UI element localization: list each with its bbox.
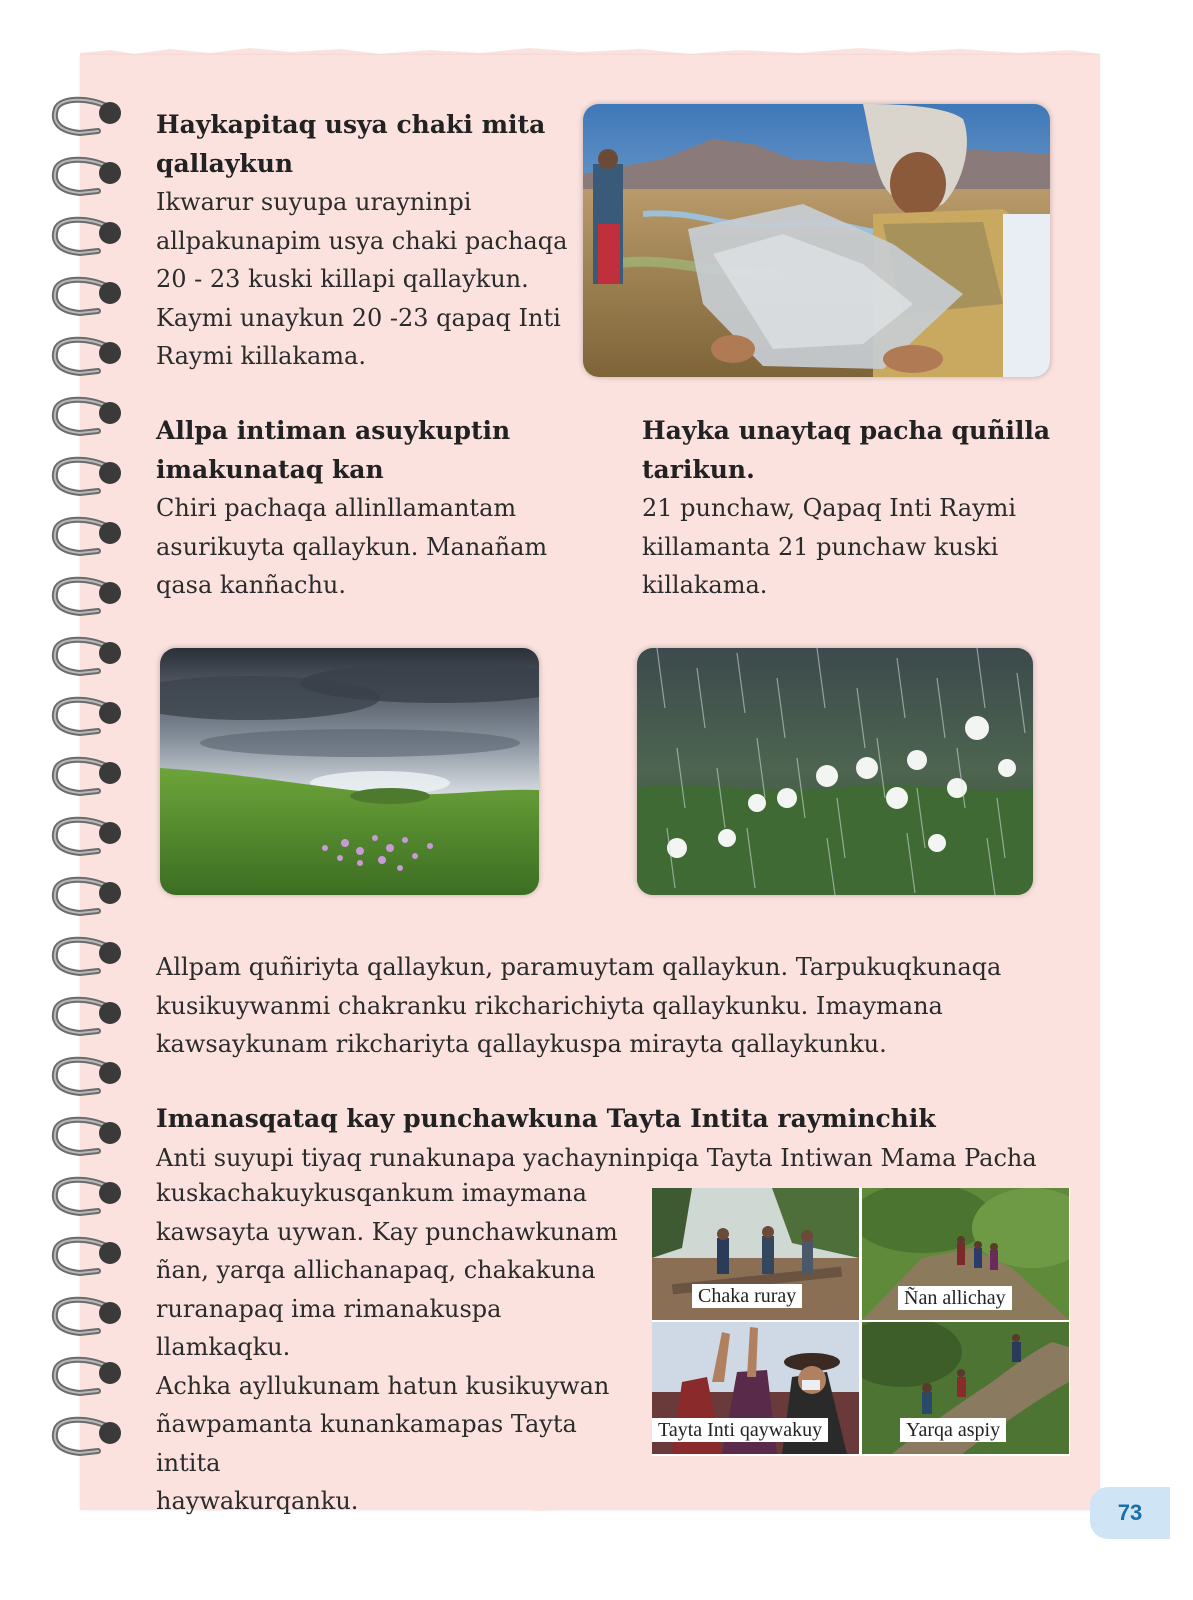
spiral-ring [50,575,130,619]
body-line: Ikwarur suyupa urayninpi [156,188,472,216]
body-line: Achka ayllukunam hatun kusikuywan [156,1371,610,1400]
caption-chaka-ruray: Chaka ruray [692,1284,802,1308]
body-line: ñan, yarqa allichanapaq, chakakuna [156,1256,596,1284]
spiral-ring [50,1415,130,1459]
body-line: haywakurqanku. [156,1487,359,1515]
spiral-ring [50,695,130,739]
body-line: kusikuywanmi chakranku rikcharichiyta qallaykunku. Imaymana [156,991,943,1020]
body-line: 21 punchaw, Qapaq Inti Raymi [642,494,1017,522]
body-line: kuskachakuykusqankum imaymana [156,1179,587,1207]
caption-nan-allichay: Ñan allichay [898,1286,1012,1310]
body-line: Allpam quñiriyta qallaykun, paramuytam qallaykun. Tarpukuqkunaqa [156,953,1002,981]
spiral-ring [50,935,130,979]
photo-collage [652,1188,1070,1456]
spiral-ring [50,275,130,319]
spiral-binding [50,95,130,1475]
page-number: 73 [1090,1487,1170,1539]
caption-tayta-inti-qaywakuy: Tayta Inti qaywakuy [652,1418,828,1442]
photo-cloudy-meadow [160,648,539,895]
spiral-ring [50,455,130,499]
section-tayta-inti-raymi [156,1100,1056,1177]
spiral-ring [50,1175,130,1219]
spiral-ring [50,215,130,259]
caption-yarqa-aspiy: Yarqa aspiy [900,1418,1006,1442]
section-heading: Imanasqataq kay punchawkuna Tayta Intita rayminchik [156,1104,936,1133]
spiral-ring [50,1295,130,1339]
photo-rain-flowers [637,648,1033,895]
body-line: Kaymi unaykun 20 -23 qapaq Inti [156,303,561,332]
section-pacha-qunilla [642,412,1072,605]
body-line: kawsayta uywan. Kay punchawkunam [156,1217,618,1246]
body-line: Raymi killakama. [156,342,366,370]
spiral-ring [50,335,130,379]
spiral-ring [50,995,130,1039]
section-allpa-intiman [156,412,596,605]
spiral-ring [50,815,130,859]
spiral-ring [50,1355,130,1399]
spiral-ring [50,635,130,679]
body-line: Anti suyupi tiyaq runakunapa yachayninpiqa Tayta Intiwan Mama Pacha [156,1143,1037,1172]
section-heading: Hayka unaytaq pacha quñilla tarikun. [642,416,1051,484]
section-tayta-inti-body [156,1174,636,1521]
spiral-ring [50,755,130,799]
body-line: killamanta 21 punchaw kuski [642,532,999,561]
section-heading: Haykapitaq usya chaki mita qallaykun [156,110,546,178]
section-heading: Allpa intiman asuykuptin imakunataq kan [156,416,511,484]
body-line: killakama. [642,571,768,599]
body-line: ñawpamanta kunankamapas Tayta intita [156,1410,577,1477]
spiral-ring [50,875,130,919]
section-usya-chaki [156,106,576,376]
body-line: ruranapaq ima rimanakuspa llamkaqku. [156,1294,502,1361]
spiral-ring [50,1235,130,1279]
body-line: asurikuyta qallaykun. Manañam [156,532,548,561]
body-line: kawsaykunam rikchariyta qallaykuspa mirayta qallaykunku. [156,1030,887,1058]
body-line: Chiri pachaqa allinllamantam [156,494,517,522]
body-line: allpakunapim usya chaki pachaqa [156,226,568,255]
spiral-ring [50,155,130,199]
photo-boy-with-ice [583,104,1050,377]
paragraph-allpam [156,948,1056,1064]
spiral-ring [50,95,130,139]
spiral-ring [50,1055,130,1099]
spiral-ring [50,515,130,559]
spiral-ring [50,1115,130,1159]
spiral-ring [50,395,130,439]
body-line: 20 - 23 kuski killapi qallaykun. [156,265,529,293]
body-line: qasa kanñachu. [156,571,346,599]
